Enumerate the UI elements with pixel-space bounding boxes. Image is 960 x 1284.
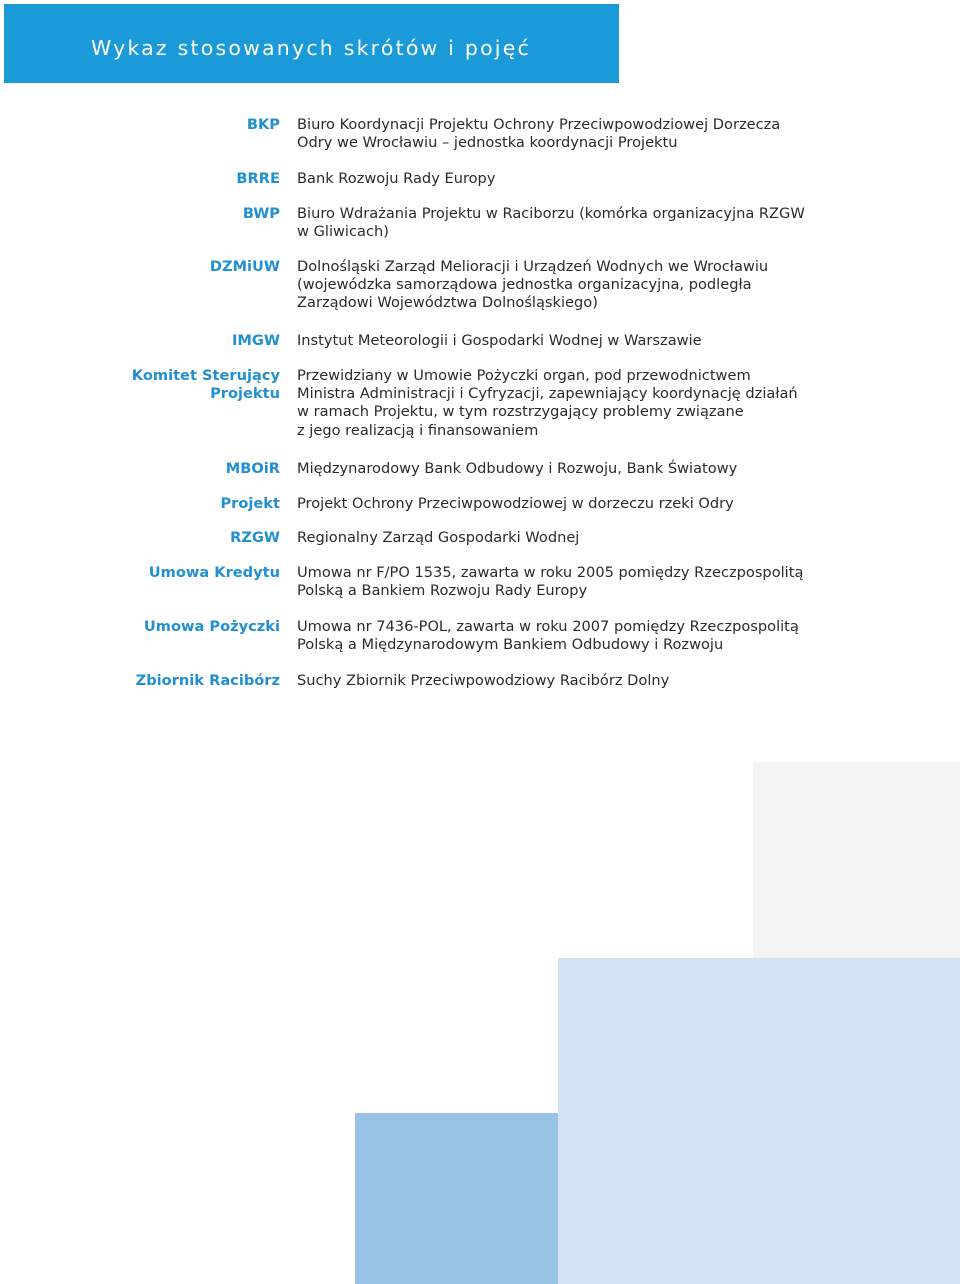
glossary-term: Zbiornik Racibórz xyxy=(135,672,280,689)
glossary-definition: Umowa nr F/PO 1535, zawarta w roku 2005 pomiędzy Rzeczpospolitą Polską a Bankiem Rozwoju Rady Europy xyxy=(297,564,804,600)
decorative-block-light-blue xyxy=(558,958,960,1284)
glossary-term: BWP xyxy=(242,205,280,222)
glossary-definition: Bank Rozwoju Rady Europy xyxy=(297,170,496,187)
glossary-definition: Umowa nr 7436-POL, zawarta w roku 2007 pomiędzy Rzeczpospolitą Polską a Międzynarodowym Bankiem Odbudowy i Rozwoju xyxy=(297,618,799,654)
glossary-term: BRRE xyxy=(236,170,280,187)
glossary-definition: Suchy Zbiornik Przeciwpowodziowy Racibórz Dolny xyxy=(297,672,670,689)
glossary-term: MBOiR xyxy=(225,460,280,477)
glossary-term: IMGW xyxy=(231,332,280,349)
glossary-term: RZGW xyxy=(230,529,280,546)
glossary-term: BKP xyxy=(246,116,280,133)
page-title: Wykaz stosowanych skrótów i pojęć xyxy=(91,36,531,60)
decorative-block-blue xyxy=(355,1113,558,1284)
glossary-definition: Biuro Wdrażania Projektu w Raciborzu (komórka organizacyjna RZGW w Gliwicach) xyxy=(297,205,805,241)
glossary-definition: Międzynarodowy Bank Odbudowy i Rozwoju, Bank Światowy xyxy=(297,460,738,477)
header-bar xyxy=(4,4,619,83)
glossary-term: Umowa Kredytu xyxy=(148,564,280,581)
glossary-definition: Przewidziany w Umowie Pożyczki organ, pod przewodnictwem Ministra Administracji i Cyfryzacji, zapewniający koordynację działań w ramach Projektu, w tym rozstrzygający problemy związane z jego realizacją i finansowaniem xyxy=(297,367,798,439)
glossary-definition: Projekt Ochrony Przeciwpowodziowej w dorzeczu rzeki Odry xyxy=(297,495,734,512)
glossary-term: Komitet Sterujący Projektu xyxy=(131,367,280,403)
glossary-term: DZMiUW xyxy=(209,258,280,275)
decorative-block-gray xyxy=(753,762,960,958)
glossary-definition: Dolnośląski Zarząd Melioracji i Urządzeń Wodnych we Wrocławiu (wojewódzka samorządowa jednostka organizacyjna, podległa Zarządowi Województwa Dolnośląskiego) xyxy=(297,258,769,312)
glossary-definition: Regionalny Zarząd Gospodarki Wodnej xyxy=(297,529,580,546)
glossary-definition: Biuro Koordynacji Projektu Ochrony Przeciwpowodziowej Dorzecza Odry we Wrocławiu – jednostka koordynacji Projektu xyxy=(297,116,781,152)
glossary-term: Umowa Pożyczki xyxy=(143,618,280,635)
glossary-definition: Instytut Meteorologii i Gospodarki Wodnej w Warszawie xyxy=(297,332,702,349)
glossary-term: Projekt xyxy=(220,495,280,512)
